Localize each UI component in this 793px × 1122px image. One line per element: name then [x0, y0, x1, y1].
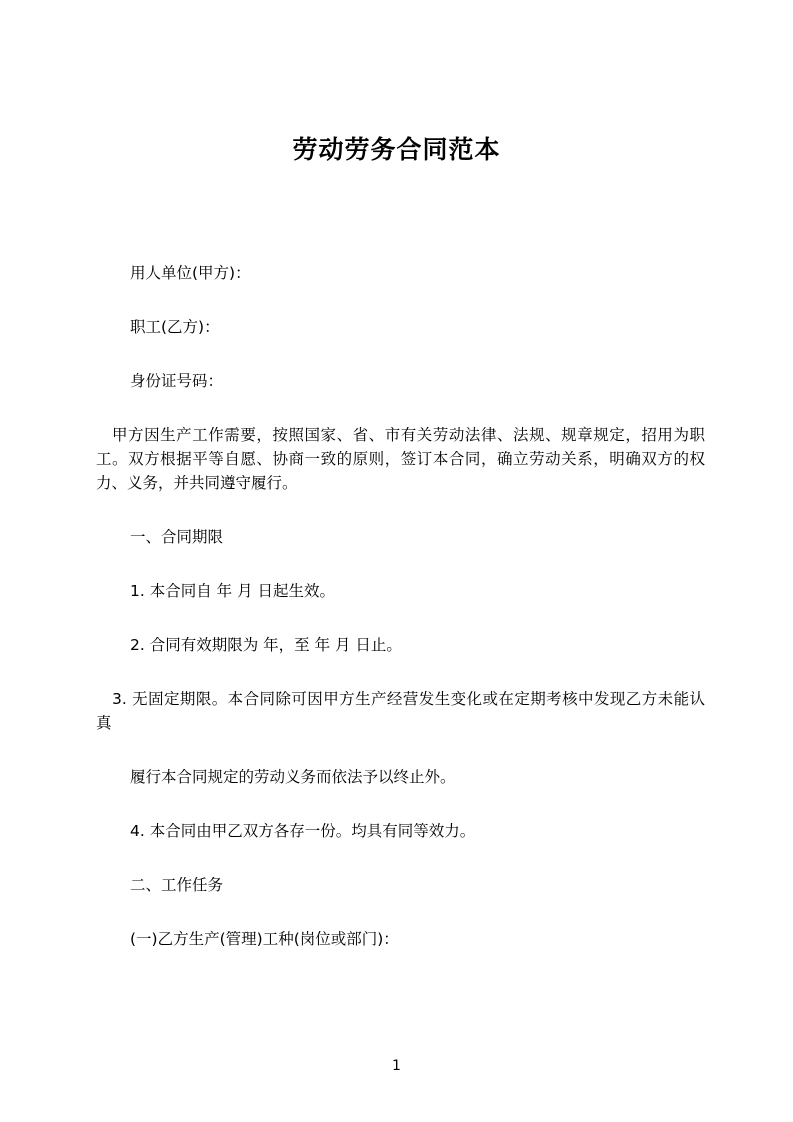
heading-section-1: 一、合同期限 — [130, 528, 224, 547]
paragraph-item-1-3-continued: 履行本合同规定的劳动义务而依法予以终止外。 — [130, 768, 456, 787]
document-body — [0, 261, 793, 951]
heading-section-2: 二、工作任务 — [130, 876, 224, 895]
page-number: 1 — [392, 1058, 401, 1074]
paragraph-item-2-1: (一)乙方生产(管理)工种(岗位或部门)： — [130, 930, 399, 949]
paragraph-id-number: 身份证号码： — [130, 372, 224, 391]
paragraph-employer: 用人单位(甲方)： — [130, 264, 251, 282]
page-title: 劳动劳务合同范本 — [292, 135, 501, 164]
paragraph-item-1-1: 1. 本合同自 年 月 日起生效。 — [130, 582, 335, 601]
paragraph-item-1-3: 3. 无固定期限。本合同除可因甲方生产经营发生变化或在定期考核中发现乙方未能认真 — [96, 690, 705, 733]
paragraph-item-1-2: 2. 合同有效期限为 年，至 年 月 日止。 — [130, 636, 402, 655]
paragraph-item-1-4: 4. 本合同由甲乙双方各存一份。均具有同等效力。 — [130, 822, 476, 841]
paragraph-preamble: 甲方因生产工作需要，按照国家、省、市有关劳动法律、法规、规章规定，招用为职工。双方根据平等自愿、协商一致的原则，签订本合同，确立劳动关系，明确双方的权力、义务，并共同遵守履行。 — [96, 426, 705, 493]
paragraph-employee: 职工(乙方)： — [130, 318, 220, 337]
